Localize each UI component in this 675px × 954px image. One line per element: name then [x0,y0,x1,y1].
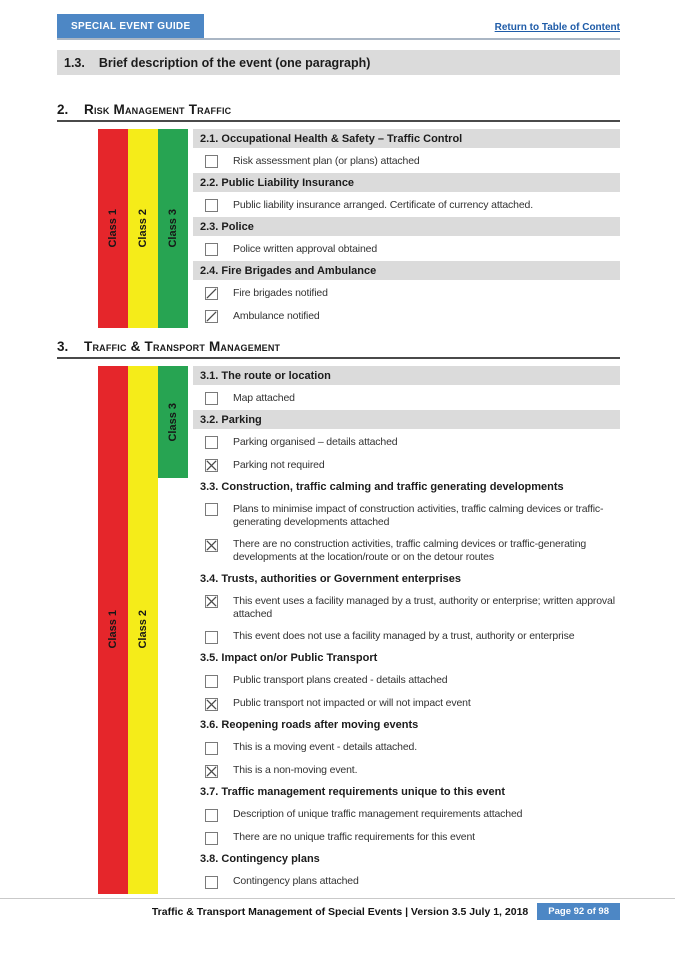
class-3-bar [158,366,188,478]
checklist-section-header [193,129,620,148]
checklist-item-label: There are no construction activities, traffic calming devices or traffic-generating developments at the location/route or on the detour routes [233,538,587,563]
checkbox[interactable] [205,765,218,778]
checklist-section-header [193,410,620,429]
checkbox[interactable] [205,595,218,608]
checklist-item [193,282,620,305]
checklist-section-header [193,366,620,385]
class-3-label: Class 3 [167,402,179,442]
checkbox-mark-icon [206,699,217,710]
checkbox[interactable] [205,459,218,472]
return-toc-link[interactable]: Return to Table of Content [494,22,620,33]
footer-divider [0,898,675,899]
checkbox-mark-icon [206,288,217,299]
checklist-item [193,498,620,534]
checklist-item-label: Map attached [233,391,295,404]
checkbox[interactable] [205,832,218,845]
checklist-section-header [193,649,620,668]
section-3-heading [57,339,620,359]
checkbox-mark-icon [206,311,217,322]
checkbox[interactable] [205,155,218,168]
checkbox[interactable] [205,287,218,300]
checkbox[interactable] [205,503,218,516]
class-3-label: Class 3 [167,209,179,248]
checklist-item-label: Risk assessment plan (or plans) attached [233,154,420,167]
checklist-item-label: This is a non-moving event. [233,764,358,776]
checklist-item-label: Ambulance notified [233,309,320,322]
guide-tab-label: SPECIAL EVENT GUIDE [71,21,191,32]
checklist-item-label: There are no unique traffic requirements for this event [233,831,475,843]
checklist-section-header-label: 3.5. Impact on/or Public Transport [200,652,378,664]
checklist-section-header-label: 3.4. Trusts, authorities or Government enterprises [200,572,462,585]
checklist-item-label: Fire brigades notified [233,286,328,299]
checkbox-mark-icon [206,244,217,255]
checkbox-mark-icon [206,877,217,888]
section-3-title: Traffic & Transport Management [84,339,281,354]
checklist-item-label: Police written approval obtained [233,242,378,255]
checklist-section-header-label: 3.7. Traffic management requirements unique to this event [200,786,506,798]
checklist-section-header [193,477,620,496]
checklist-item-label: This event uses a facility managed by a trust, authority or enterprise; written approval attached [233,594,615,620]
section-2-heading [57,102,620,122]
checklist-item-label: Parking organised – details attached [233,435,398,448]
checklist-section-header-label: 2.2. Public Liability Insurance [200,176,355,189]
page-number-badge: Page 92 of 98 [537,903,620,920]
checklist-item [193,670,620,693]
checklist-item [193,804,620,827]
class-1-bar [98,366,128,894]
checklist-item [193,454,620,477]
checklist-item [193,626,620,649]
checkbox-mark-icon [206,437,217,448]
checkbox[interactable] [205,539,218,552]
checkbox-mark-icon [206,743,217,754]
checklist-item-label: This is a moving event - details attached. [233,741,417,753]
class-1-label: Class 1 [107,209,119,248]
checkbox-mark-icon [206,596,217,607]
class-bars [98,129,188,328]
checklist-section-header [193,783,620,802]
checkbox-mark-icon [206,156,217,167]
class-2-label: Class 2 [137,209,149,248]
checklist-section-header [193,217,620,236]
checklist-section-header-label: 3.3. Construction, traffic calming and traffic generating developments [200,480,564,493]
section-3-checklist [98,366,620,894]
checkbox-mark-icon [206,833,217,844]
checkbox[interactable] [205,698,218,711]
checkbox-mark-icon [206,632,217,643]
checkbox-mark-icon [206,393,217,404]
checklist-item-label: Public transport not impacted or will not impact event [233,697,471,709]
checklist-item-label: This event does not use a facility managed by a trust, authority or enterprise [233,630,575,642]
checklist-item [193,150,620,173]
class-3-bar [158,129,188,328]
checklist-item [193,590,620,626]
section-1-3-number: 1.3. [64,55,85,70]
checklist-item [193,238,620,261]
checklist-item-label: Contingency plans attached [233,875,359,887]
checkbox[interactable] [205,199,218,212]
checkbox-mark-icon [206,540,217,551]
checkbox[interactable] [205,436,218,449]
checkbox[interactable] [205,742,218,755]
class-2-bar [128,366,158,894]
checklist-section-header [193,850,620,869]
checklist-section-header [193,261,620,280]
class-2-bar [128,129,158,328]
checkbox[interactable] [205,310,218,323]
checklist-item [193,827,620,850]
checklist-item [193,305,620,328]
section-2-checklist [98,129,620,328]
checklist-item [193,387,620,410]
section-1-3-title: Brief description of the event (one paragraph) [98,55,371,70]
checkbox-mark-icon [206,200,217,211]
checklist-item [193,693,620,716]
checkbox[interactable] [205,809,218,822]
footer-text: Traffic & Transport Management of Special Events | Version 3.5 July 1, 2018 [151,905,529,918]
checkbox[interactable] [205,675,218,688]
checklist-item [193,194,620,217]
checklist-section-header-label: 3.1. The route or location [200,369,331,382]
checklist-section-header-label: 2.1. Occupational Health & Safety – Traffic Control [200,132,463,145]
checklist-section-header [193,716,620,735]
class-1-bar [98,129,128,328]
checklist-section-header-label: 3.2. Parking [200,413,262,426]
checklist-item-label: Description of unique traffic management requirements attached [233,808,523,820]
class-2-label: Class 2 [137,610,149,650]
checkbox[interactable] [205,392,218,405]
checklist-section-header-label: 3.6. Reopening roads after moving events [200,719,419,731]
page-footer [152,903,620,920]
checkbox-mark-icon [206,766,217,777]
class-1-label: Class 1 [107,610,119,650]
checklist-section-header-label: 2.4. Fire Brigades and Ambulance [200,264,377,277]
section-2-number: 2. [57,102,69,117]
checklist-item [193,737,620,760]
checkbox[interactable] [205,631,218,644]
checklist-section-header [193,569,620,588]
checklist-item-label: Public liability insurance arranged. Certificate of currency attached. [233,198,533,211]
section-3-rows [193,366,620,894]
checklist-item-label: Parking not required [233,458,325,471]
checkbox[interactable] [205,243,218,256]
checkbox-mark-icon [206,460,217,471]
checkbox-mark-icon [206,504,217,515]
checklist-section-header-label: 3.8. Contingency plans [200,853,320,865]
guide-tab [57,14,204,38]
checklist-section-header-label: 2.3. Police [200,220,254,233]
checklist-item [193,871,620,894]
checkbox[interactable] [205,876,218,889]
checklist-item-label: Plans to minimise impact of construction activities, traffic calming devices or traffic-generating developments attached [233,502,604,528]
section-3-number: 3. [57,339,69,354]
section-1-3-bar [57,50,620,75]
checklist-item-label: Public transport plans created - details attached [233,674,448,686]
class-bars [98,366,188,894]
checkbox-mark-icon [206,676,217,687]
checkbox-mark-icon [206,810,217,821]
checklist-item [193,431,620,454]
checklist-item [193,760,620,783]
section-2-title: Risk Management Traffic [84,102,232,117]
checklist-item [193,534,620,570]
section-2-rows [193,129,620,328]
checklist-section-header [193,173,620,192]
page-header [57,14,620,40]
